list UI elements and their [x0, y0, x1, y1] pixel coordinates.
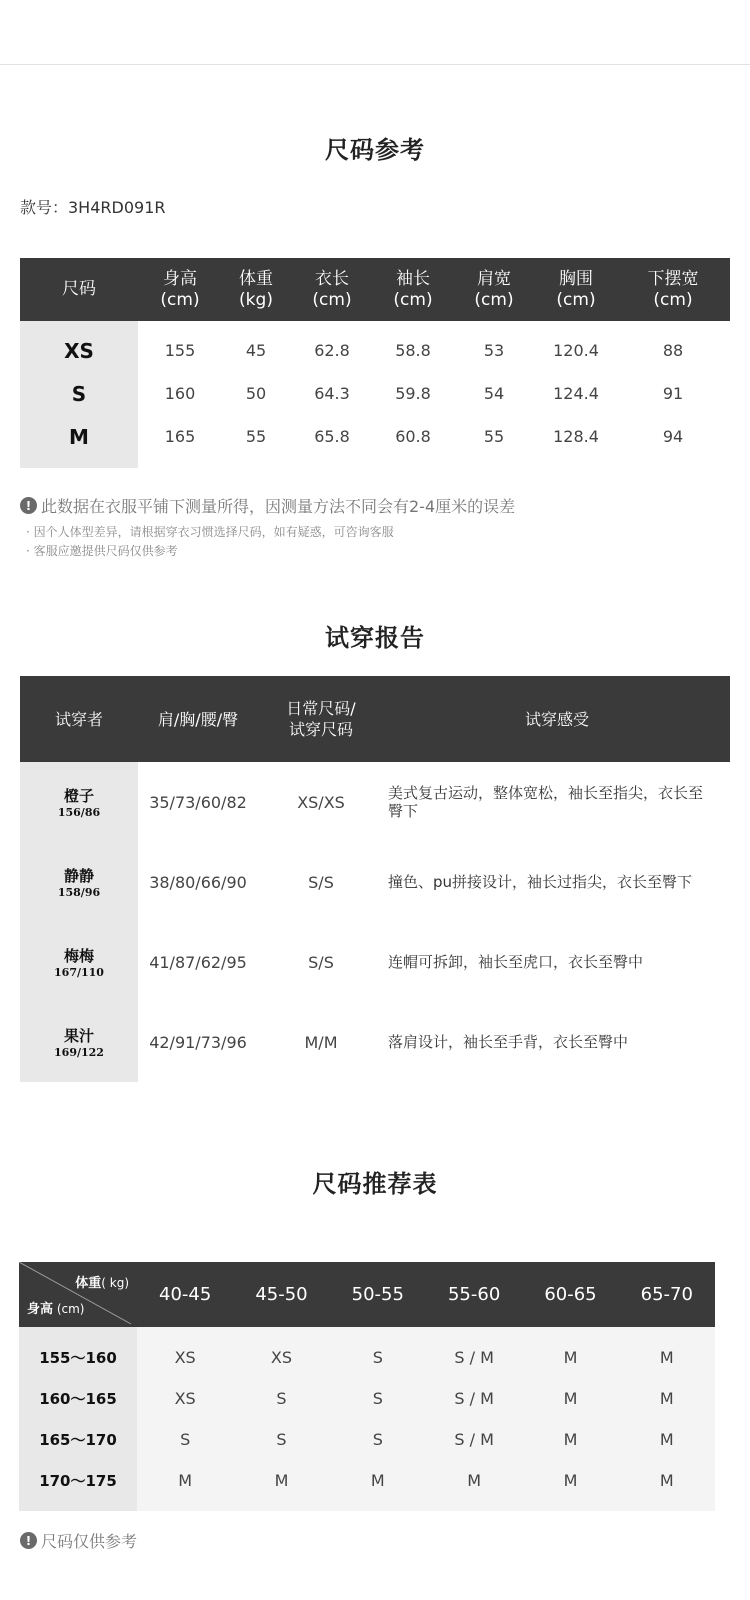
- header-cell: 肩宽 (cm): [474, 268, 514, 310]
- header-cell: 胸围 (cm): [556, 268, 596, 310]
- tester-label: [20, 842, 138, 922]
- cell: 64.3: [314, 384, 350, 403]
- cell: 88: [662, 341, 684, 360]
- cell: S / M: [454, 1430, 494, 1449]
- cell: M: [178, 1471, 193, 1490]
- cell: 120.4: [553, 341, 599, 360]
- tester-name: 果汁: [63, 1027, 94, 1045]
- feedback-cell: 撞色、pu拼接设计，袖长过指尖，衣长至臀下: [388, 873, 693, 891]
- tester-height-weight: 156/86: [57, 806, 101, 819]
- cell: 94: [662, 427, 684, 446]
- cell: S: [180, 1430, 191, 1449]
- cell: M: [659, 1471, 674, 1490]
- feedback-cell: 连帽可拆卸，袖长至虎口，衣长至臀中: [388, 953, 644, 971]
- tryon-report-table: [20, 676, 730, 1082]
- reference-only-note: [20, 1529, 137, 1552]
- table-row: [138, 1002, 730, 1082]
- cell: S: [372, 1430, 383, 1449]
- table-row: [138, 762, 730, 842]
- cell: 53: [483, 341, 505, 360]
- header-cell: 试穿感受: [524, 709, 589, 729]
- cell: M: [563, 1471, 578, 1490]
- cell: 54: [483, 384, 505, 403]
- cell: 160: [164, 384, 196, 403]
- measurements-cell: 38/80/66/90: [149, 872, 247, 892]
- weight-axis-label: [75, 1272, 129, 1291]
- tester-name: 橙子: [63, 787, 94, 805]
- size-reference-table: [20, 258, 730, 468]
- tester-height-weight: 158/96: [57, 886, 101, 899]
- cell: S: [276, 1430, 287, 1449]
- size-label-column: [20, 321, 138, 468]
- weight-range-header: 40-45: [159, 1284, 212, 1305]
- recommendation-header: [19, 1262, 715, 1327]
- table-row: [138, 922, 730, 1002]
- info-icon: !: [20, 1532, 37, 1549]
- measurements-cell: 42/91/73/96: [149, 1032, 247, 1052]
- measurement-note: [20, 494, 515, 517]
- header-cell: 下摆宽 (cm): [647, 268, 699, 310]
- tester-height-weight: 169/122: [54, 1046, 104, 1059]
- header-cell: 衣长 (cm): [312, 268, 352, 310]
- header-cell: 体重 (kg): [239, 268, 273, 310]
- tryon-report-header: [20, 676, 730, 762]
- feedback-cell: 美式复古运动，整体宽松，袖长至指尖，衣长至臀下: [388, 784, 704, 820]
- cell: 128.4: [553, 427, 599, 446]
- header-cell: 尺码: [62, 279, 96, 299]
- corner-cell: [19, 1262, 137, 1327]
- cell: XS: [174, 1348, 196, 1367]
- size-reference-header: [20, 258, 730, 321]
- cell: M: [563, 1348, 578, 1367]
- weight-range-header: 55-60: [447, 1284, 501, 1305]
- cell: 65.8: [314, 427, 350, 446]
- cell: M: [659, 1389, 674, 1408]
- cell: M: [370, 1471, 385, 1490]
- cell: 124.4: [553, 384, 599, 403]
- height-range-label: 170～175: [39, 1472, 117, 1490]
- height-range-label: 160～165: [39, 1390, 117, 1408]
- note-line: · 客服应邀提供尺码仅供参考: [26, 544, 178, 558]
- tester-height-weight: 167/110: [54, 966, 104, 979]
- weight-label: 体重: [75, 1276, 102, 1291]
- cell: S: [372, 1389, 383, 1408]
- tester-label: [20, 1002, 138, 1082]
- size-cell: M/M: [304, 1032, 338, 1052]
- measurement-note-text: 此数据在衣服平铺下测量所得，因测量方法不同会有2-4厘米的误差: [41, 497, 516, 516]
- height-range-label: 155～160: [39, 1349, 117, 1367]
- cell: M: [274, 1471, 289, 1490]
- height-range-label: 165～170: [39, 1431, 117, 1449]
- cell: 91: [662, 384, 684, 403]
- reference-only-text: 尺码仅供参考: [41, 1532, 138, 1551]
- weight-range-header: 65-70: [640, 1284, 693, 1305]
- cell: 60.8: [395, 427, 431, 446]
- table-row: [138, 372, 730, 415]
- cell: S: [276, 1389, 287, 1408]
- cell: 45: [245, 341, 267, 360]
- size-cell: S/S: [308, 952, 334, 972]
- tryon-report-title: 试穿报告: [325, 624, 425, 652]
- table-row: [137, 1337, 715, 1378]
- cell: 165: [164, 427, 196, 446]
- size-label: S: [71, 381, 87, 406]
- weight-range-header: 60-65: [544, 1284, 597, 1305]
- header-cell: 袖长 (cm): [393, 268, 433, 310]
- header-cell: 试穿者: [54, 709, 103, 729]
- measurements-cell: 41/87/62/95: [149, 952, 247, 972]
- cell: S / M: [454, 1389, 494, 1408]
- cell: 59.8: [395, 384, 431, 403]
- tester-label: [20, 762, 138, 842]
- cell: 62.8: [314, 341, 350, 360]
- size-reference-title: 尺码参考: [325, 136, 425, 164]
- weight-range-header: 45-50: [255, 1284, 308, 1305]
- size-label: M: [69, 424, 89, 449]
- header-cell: 身高 (cm): [160, 268, 200, 310]
- tester-name: 梅梅: [63, 947, 94, 965]
- cell: 55: [245, 427, 267, 446]
- cell: S / M: [454, 1348, 494, 1367]
- table-row: [137, 1460, 715, 1501]
- table-row: [138, 329, 730, 372]
- tester-name: 静静: [63, 867, 94, 885]
- cell: 55: [483, 427, 505, 446]
- header-cell: 肩/胸/腰/臀: [157, 709, 239, 729]
- height-unit: (cm): [53, 1302, 85, 1316]
- height-column: [19, 1327, 137, 1511]
- cell: 58.8: [395, 341, 431, 360]
- cell: M: [467, 1471, 482, 1490]
- weight-range-header: 50-55: [351, 1284, 404, 1305]
- cell: M: [563, 1389, 578, 1408]
- note-line: · 因个人体型差异，请根据穿衣习惯选择尺码，如有疑惑，可咨询客服: [26, 525, 394, 539]
- top-divider: [0, 64, 750, 65]
- table-row: [137, 1378, 715, 1419]
- tester-label: [20, 922, 138, 1002]
- cell: XS: [270, 1348, 293, 1367]
- table-row: [137, 1419, 715, 1460]
- cell: S: [372, 1348, 383, 1367]
- style-number: 款号：3H4RD091R: [20, 198, 166, 217]
- measurements-cell: 35/73/60/82: [149, 792, 247, 812]
- cell: 155: [164, 341, 196, 360]
- size-label: XS: [64, 338, 94, 363]
- weight-unit: ( kg): [101, 1276, 129, 1290]
- height-label: 身高: [27, 1302, 54, 1317]
- height-axis-label: [27, 1298, 84, 1317]
- table-row: [138, 842, 730, 922]
- cell: XS: [174, 1389, 196, 1408]
- size-cell: S/S: [308, 872, 334, 892]
- header-cell: 日常尺码/ 试穿尺码: [286, 699, 356, 739]
- cell: M: [659, 1348, 674, 1367]
- info-icon: !: [20, 497, 37, 514]
- cell: M: [563, 1430, 578, 1449]
- size-cell: XS/XS: [297, 792, 345, 812]
- feedback-cell: 落肩设计，袖长至手背，衣长至臀中: [388, 1033, 629, 1051]
- table-row: [138, 415, 730, 458]
- cell: M: [659, 1430, 674, 1449]
- recommendation-title: 尺码推荐表: [312, 1170, 438, 1198]
- tester-column: [20, 762, 138, 1082]
- cell: 50: [245, 384, 267, 403]
- recommendation-table: [19, 1262, 715, 1511]
